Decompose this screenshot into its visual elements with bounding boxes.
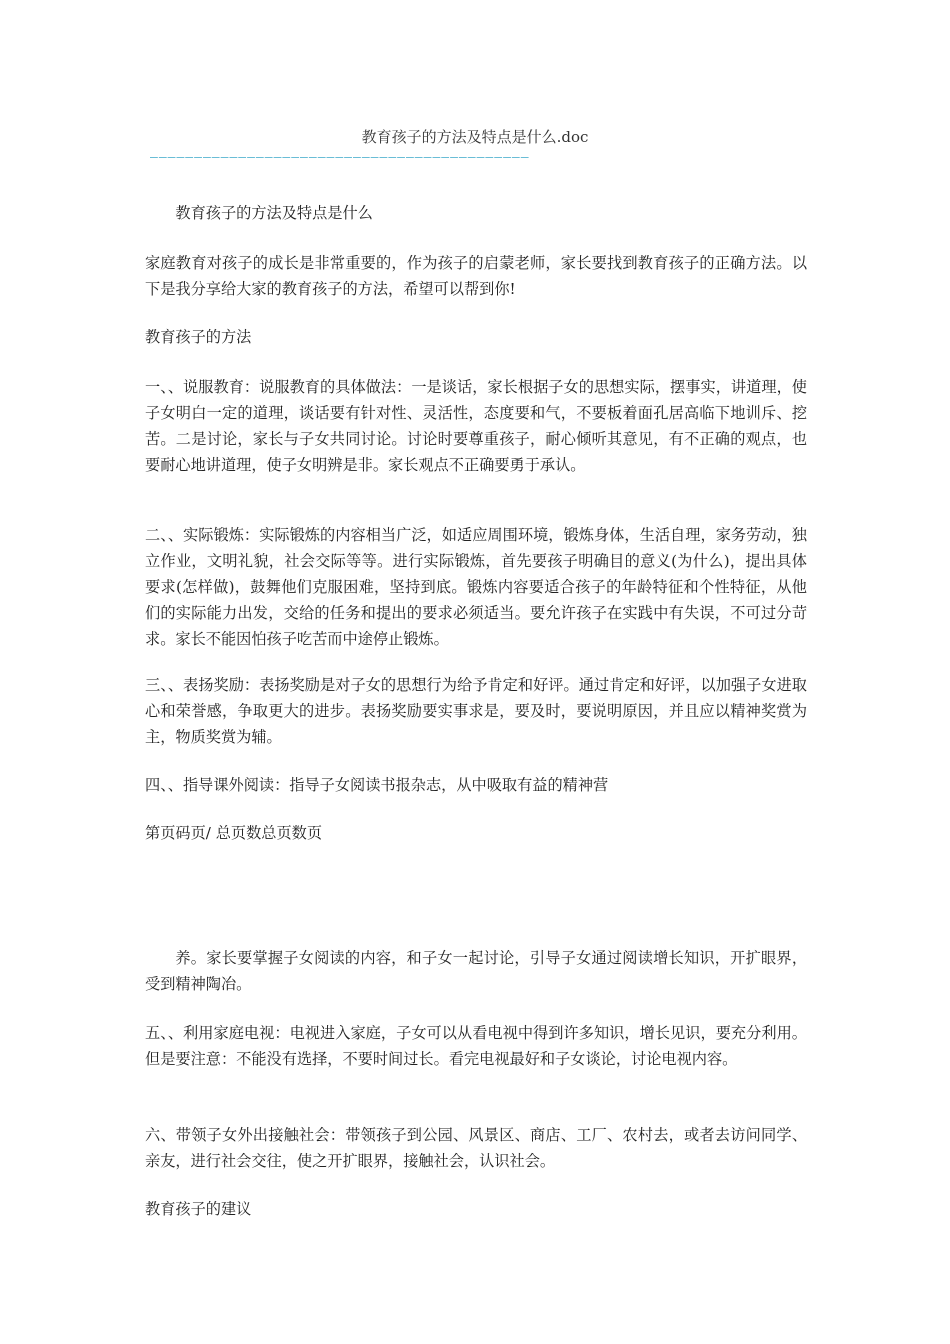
method-paragraph-3: 三、、表扬奖励：表扬奖励是对子女的思想行为给予肯定和好评。通过肯定和好评，以加强子女进取心和荣誉感，争取更大的进步。表扬奖励要实事求是，要及时，要说明原因，并且应以精神奖赏为主，物质奖赏为辅。 [145,676,807,746]
method-paragraph-4-continued: 养。家长要掌握子女阅读的内容，和子女一起讨论，引导子女通过阅读增长知识，开扩眼界，受到精神陶冶。 [145,949,807,993]
advice-section-title: 教育孩子的建议 [145,1200,252,1218]
intro-paragraph: 家庭教育对孩子的成长是非常重要的，作为孩子的启蒙老师，家长要找到教育孩子的正确方法。以下是我分享给大家的教育孩子的方法，希望可以帮到你! [145,254,807,298]
title-divider: ——————————————————————————————————————————— [150,151,530,165]
method-paragraph-1: 一、、说服教育：说服教育的具体做法：一是谈话，家长根据子女的思想实际，摆事实，讲道理，使子女明白一定的道理，谈话要有针对性、灵活性，态度要和气，不要板着面孔居高临下地训斥、挖苦。二是讨论，家长与子女共同讨论。讨论时要尊重孩子，耐心倾听其意见，有不正确的观点，也要耐心地讲道理，使子女明辨是非。家长观点不正确要勇于承认。 [145,378,807,474]
article-heading: 教育孩子的方法及特点是什么 [175,204,373,222]
method-paragraph-2: 二、、实际锻炼：实际锻炼的内容相当广泛，如适应周围环境，锻炼身体，生活自理，家务劳动，独立作业，文明礼貌，社会交际等等。进行实际锻炼，首先要孩子明确目的意义(为什么)，提出具体要求(怎样做)，鼓舞他们克服困难，坚持到底。锻炼内容要适合孩子的年龄特征和个性特征，从他们的实际能力出发，交给的任务和提出的要求必须适当。要允许孩子在实践中有失误，不可过分苛求。家长不能因怕孩子吃苦而中途停止锻炼。 [145,526,807,648]
methods-section-title: 教育孩子的方法 [145,328,252,346]
method-paragraph-5: 五、、利用家庭电视：电视进入家庭，子女可以从看电视中得到许多知识，增长见识，要充分利用。但是要注意：不能没有选择，不要时间过长。看完电视最好和子女谈论，讨论电视内容。 [145,1024,807,1068]
method-paragraph-4: 四、、指导课外阅读：指导子女阅读书报杂志，从中吸取有益的精神营 [145,776,609,794]
document-file-title: 教育孩子的方法及特点是什么.doc [361,128,589,146]
page-footer: 第页码页/ 总页数总页数页 [145,824,323,842]
method-paragraph-6: 六、带领子女外出接触社会：带领孩子到公园、风景区、商店、工厂、农村去，或者去访问同学、亲友，进行社会交往，使之开扩眼界，接触社会，认识社会。 [145,1126,807,1170]
